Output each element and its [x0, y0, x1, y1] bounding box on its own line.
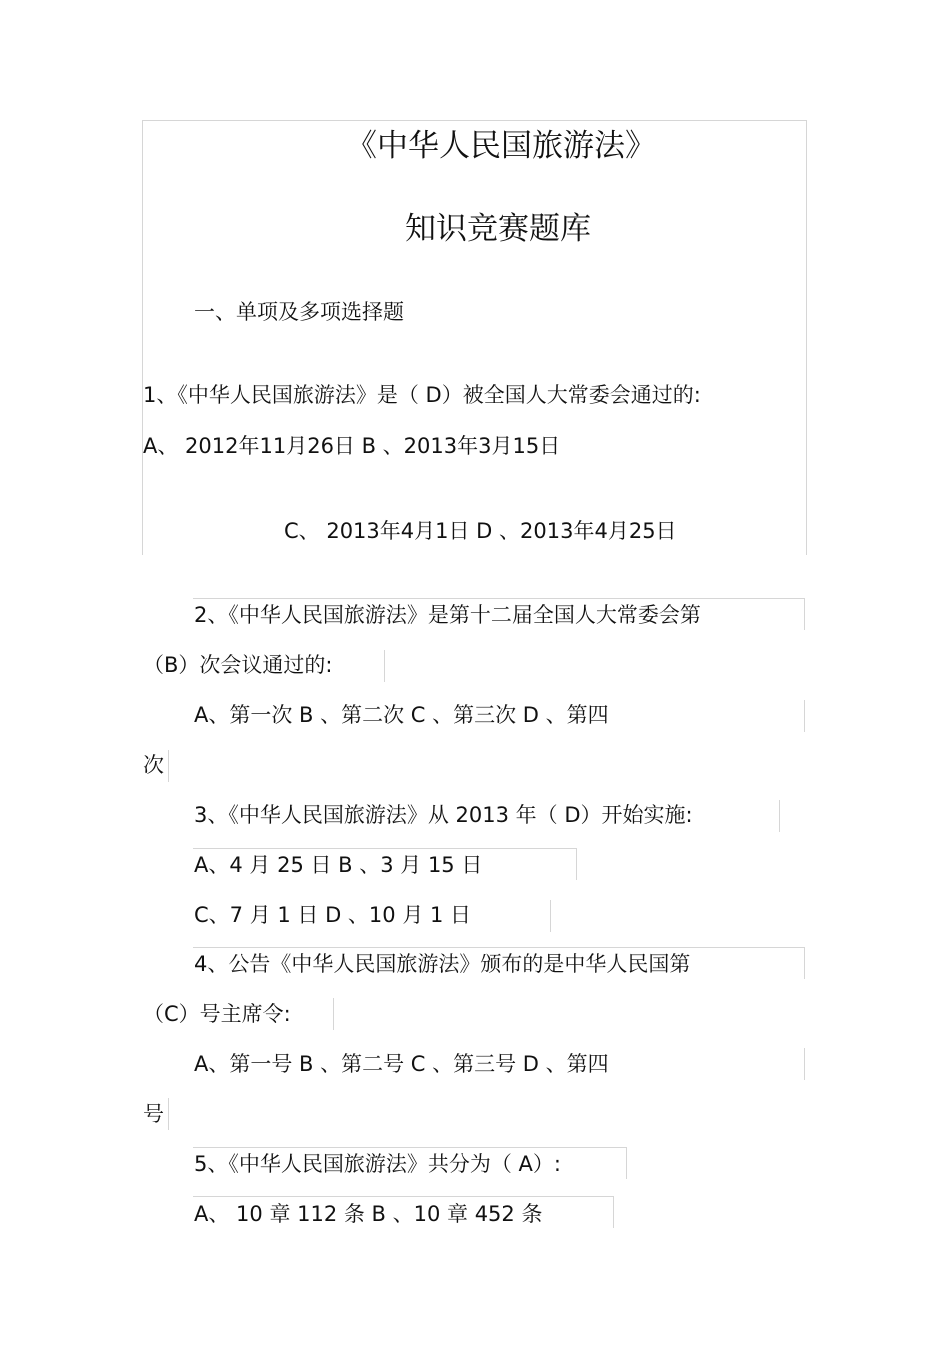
box-line-q4d-right	[168, 1098, 169, 1130]
question-4-options-line1: A、第一号 B 、第二号 C 、第三号 D 、第四	[194, 1052, 609, 1076]
question-2-text-line1: 2、《中华人民国旅游法》是第十二届全国人大常委会第	[194, 603, 701, 627]
question-1-text: 1、《中华人民国旅游法》是（ D）被全国人大常委会通过的:	[143, 383, 701, 407]
document-title: 《中华人民国旅游法》	[346, 128, 656, 164]
question-2-text-line2: （B）次会议通过的:	[143, 653, 333, 677]
box-line-q5-right	[626, 1147, 627, 1179]
box-line-q2-right	[804, 598, 805, 630]
box-line-q2c-right	[804, 700, 805, 732]
question-4-options-line2: 号	[143, 1102, 164, 1126]
box-line-right	[806, 120, 807, 555]
question-4-text-line1: 4、公告《中华人民国旅游法》颁布的是中华人民国第	[194, 952, 691, 976]
question-3-options-ab: A、4 月 25 日 B 、3 月 15 日	[194, 853, 483, 877]
section-heading: 一、单项及多项选择题	[194, 300, 404, 324]
box-line-q5b-right	[613, 1196, 614, 1228]
question-2-options-line2: 次	[143, 753, 164, 777]
question-3-options-cd: C、7 月 1 日 D 、10 月 1 日	[194, 903, 472, 927]
box-line-q5-top	[193, 1147, 627, 1148]
box-line-q4-top	[193, 947, 805, 948]
question-3-text: 3、《中华人民国旅游法》从 2013 年（ D）开始实施:	[194, 803, 693, 827]
question-1-options-cd: C、 2013年4月1日 D 、2013年4月25日	[284, 519, 677, 543]
box-line-q2d-right	[168, 750, 169, 782]
box-line-q4b-right	[333, 998, 334, 1030]
box-line-q4c-right	[804, 1048, 805, 1080]
question-5-text: 5、《中华人民国旅游法》共分为（ A）:	[194, 1152, 561, 1176]
box-line-q3-right	[779, 800, 780, 832]
box-line-q2-top	[193, 598, 805, 599]
question-5-options-ab: A、 10 章 112 条 B 、10 章 452 条	[194, 1202, 543, 1226]
question-1-options-ab: A、 2012年11月26日 B 、2013年3月15日	[143, 434, 561, 458]
box-line-q3b-top	[193, 848, 577, 849]
box-line-q2b-right	[384, 650, 385, 682]
box-line-q5b-top	[193, 1196, 613, 1197]
box-line-q3b-right	[576, 848, 577, 880]
box-line-left	[142, 120, 143, 555]
box-line-top	[142, 120, 807, 121]
box-line-q3c-right	[550, 900, 551, 932]
document-subtitle: 知识竞赛题库	[405, 211, 591, 247]
question-4-text-line2: （C）号主席令:	[143, 1002, 291, 1026]
box-line-q4-right	[804, 947, 805, 979]
question-2-options-line1: A、第一次 B 、第二次 C 、第三次 D 、第四	[194, 703, 609, 727]
